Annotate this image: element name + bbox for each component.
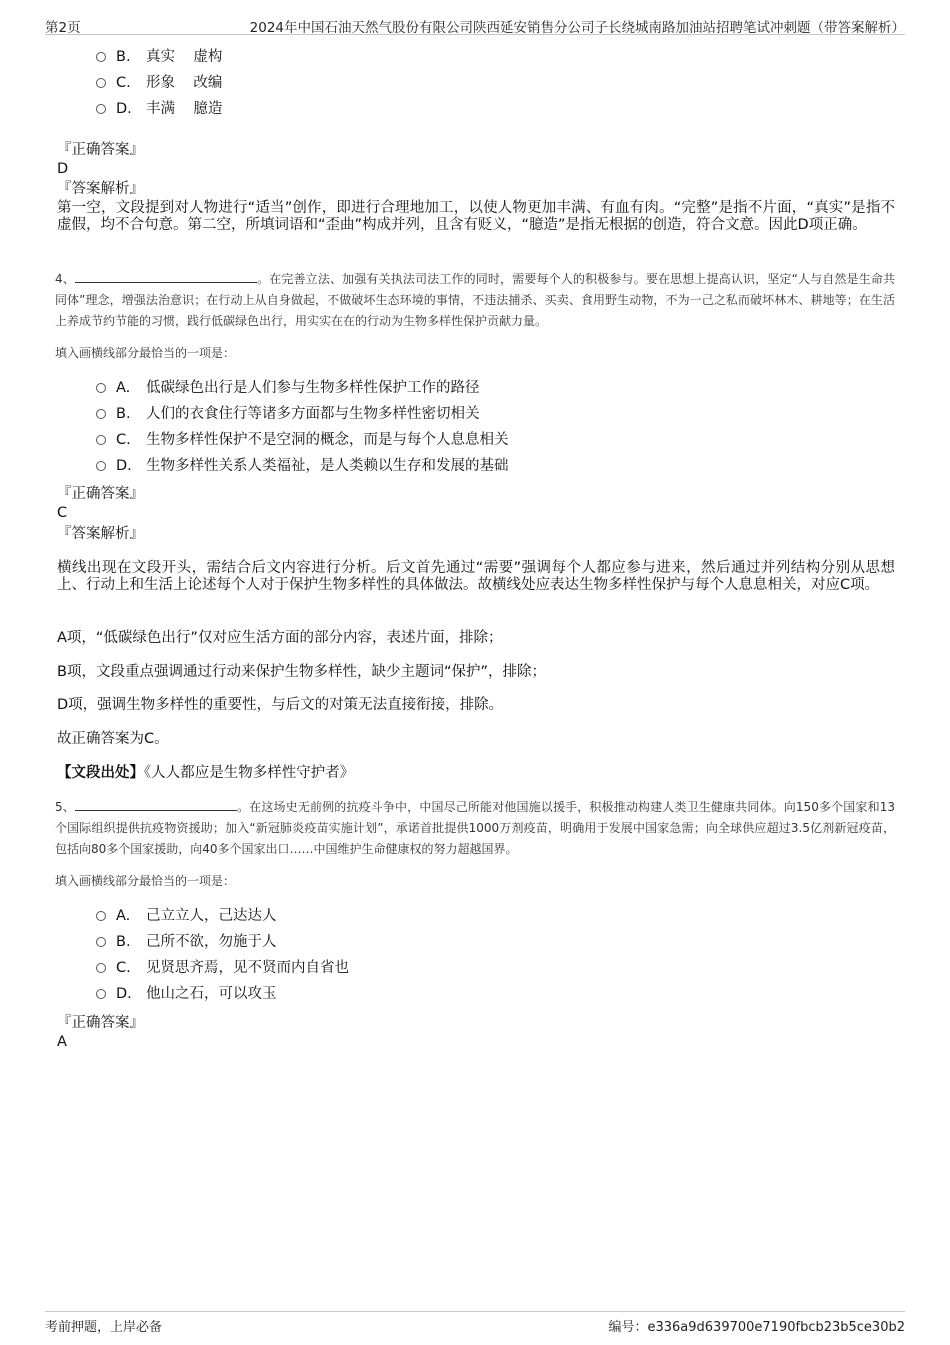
q3-option-c[interactable]: C. 形象 改编 <box>96 73 222 93</box>
q3-analysis-label: 『答案解析』 <box>57 181 144 197</box>
q5-answer-label: 『正确答案』 <box>57 1015 144 1031</box>
q4-answer: C <box>57 505 68 521</box>
q5-prompt: 填入画横线部分最恰当的一项是： <box>55 874 236 888</box>
q4-analysis-conclusion: 故正确答案为C。 <box>57 731 169 747</box>
fill-blank <box>75 270 257 283</box>
q4-analysis-a: A项，“低碳绿色出行”仅对应生活方面的部分内容，表述片面，排除； <box>57 630 503 646</box>
q4-analysis-b: B项，文段重点强调通过行动来保护生物多样性，缺少主题词“保护”，排除； <box>57 664 546 680</box>
q3-answer-label: 『正确答案』 <box>57 142 144 158</box>
radio-icon[interactable] <box>96 435 106 445</box>
page-number: 第2页 <box>45 20 81 36</box>
q4-option-a[interactable]: A. 低碳绿色出行是人们参与生物多样性保护工作的路径 <box>96 378 480 398</box>
q3-answer: D <box>57 161 69 177</box>
radio-icon[interactable] <box>96 383 106 393</box>
document-title: 2024年中国石油天然气股份有限公司陕西延安销售分公司子长绕城南路加油站招聘笔试冲刺题（带答案解析） <box>249 20 905 36</box>
radio-icon[interactable] <box>96 52 106 62</box>
radio-icon[interactable] <box>96 104 106 114</box>
document-id: 编号：e336a9d639700e7190fbcb23b5ce30b2 <box>608 1320 905 1335</box>
q4-stem: 4、 。在完善立法、加强有关执法司法工作的同时，需要每个人的积极参与。要在思想上提高认识，坚定“人与自然是生命共同体”理念，增强法治意识；在行动上从自身做起，不做破坏生态环境的事情，不违法捕杀、买卖、食用野生动物，不为一己之私而破坏林木、耕地等；在生活上养成节约节能的习惯，践行低碳绿色出行，用实实在在的行动为生物多样性保护贡献力量。 <box>55 272 895 328</box>
page-footer <box>45 1311 905 1336</box>
q5-option-b[interactable]: B. 己所不欲，勿施于人 <box>96 932 277 952</box>
q4-option-d[interactable]: D. 生物多样性关系人类福祉，是人类赖以生存和发展的基础 <box>96 456 509 476</box>
q3-option-d[interactable]: D. 丰满 臆造 <box>96 99 222 119</box>
q4-prompt: 填入画横线部分最恰当的一项是： <box>55 346 236 360</box>
page-header <box>45 14 905 35</box>
radio-icon[interactable] <box>96 409 106 419</box>
footer-slogan: 考前押题，上岸必备 <box>45 1320 163 1335</box>
q4-analysis-label: 『答案解析』 <box>57 526 144 542</box>
q4-analysis-para: 横线出现在文段开头，需结合后文内容进行分析。后文首先通过“需要”强调每个人都应参与进来，然后通过并列结构分别从思想上、行动上和生活上论述每个人对于保护生物多样性的具体做法。故横线处应表达生物多样性保护与每个人息息相关，对应C项。 <box>57 560 895 593</box>
q3-option-b[interactable]: B. 真实 虚构 <box>96 47 222 67</box>
q3-analysis: 第一空，文段提到对人物进行“适当”创作，即进行合理地加工，以使人物更加丰满、有血有肉。“完整”是指不片面，“真实”是指不虚假，均不合句意。第二空，所填词语和“歪曲”构成并列，且含有贬义，“臆造”是指无根据的创造，符合文意。因此D项正确。 <box>57 200 895 233</box>
q4-answer-label: 『正确答案』 <box>57 486 144 502</box>
radio-icon[interactable] <box>96 78 106 88</box>
q5-stem: 5、 。在这场史无前例的抗疫斗争中，中国尽己所能对他国施以援手，积极推动构建人类卫生健康共同体。向150多个国家和13个国际组织提供抗疫物资援助；加入“新冠肺炎疫苗实施计划”，承诺首批提供1000万剂疫苗，明确用于发展中国家急需；向全球供应超过3.5亿剂新冠疫苗，包括向80多个国家援助，向40多个国家出口……中国维护生命健康权的努力超越国界。 <box>55 800 895 856</box>
q4-source: 【文段出处】《人人都应是生物多样性守护者》 <box>57 765 355 781</box>
radio-icon[interactable] <box>96 937 106 947</box>
fill-blank <box>75 798 237 811</box>
radio-icon[interactable] <box>96 461 106 471</box>
radio-icon[interactable] <box>96 911 106 921</box>
q5-option-c[interactable]: C. 见贤思齐焉，见不贤而内自省也 <box>96 958 349 978</box>
radio-icon[interactable] <box>96 989 106 999</box>
q4-option-b[interactable]: B. 人们的衣食住行等诸多方面都与生物多样性密切相关 <box>96 404 480 424</box>
q4-analysis-d: D项，强调生物多样性的重要性，与后文的对策无法直接衔接，排除。 <box>57 697 504 713</box>
radio-icon[interactable] <box>96 963 106 973</box>
q5-option-d[interactable]: D. 他山之石，可以攻玉 <box>96 984 277 1004</box>
q5-option-a[interactable]: A. 己立立人，己达达人 <box>96 906 277 926</box>
q5-answer: A <box>57 1034 67 1050</box>
q4-option-c[interactable]: C. 生物多样性保护不是空洞的概念，而是与每个人息息相关 <box>96 430 509 450</box>
